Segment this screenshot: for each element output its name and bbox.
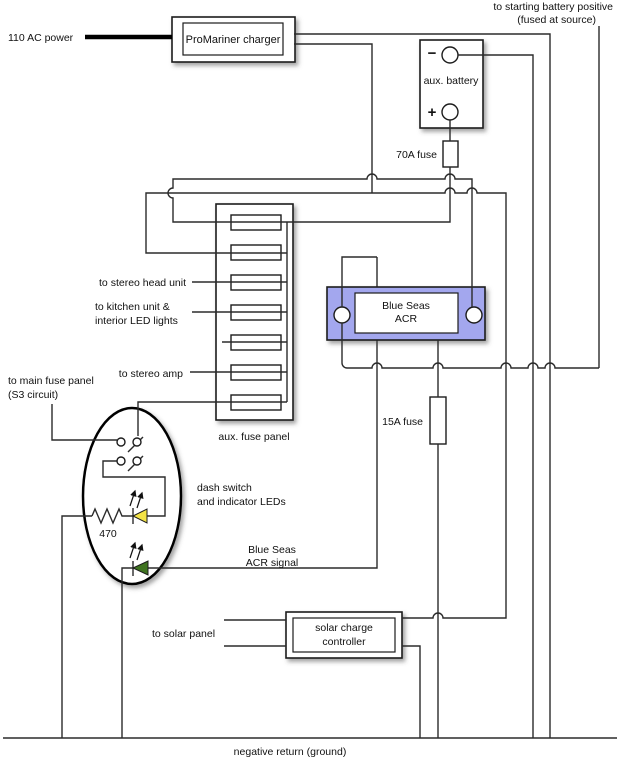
label-main-fuse-1: to main fuse panel	[8, 375, 94, 387]
label-solar-controller-1: solar charge	[315, 622, 373, 634]
dash-switch-body	[83, 408, 181, 584]
label-solar-panel: to solar panel	[152, 628, 216, 640]
solar-charge-controller	[286, 612, 402, 658]
switch2-left-contact	[117, 457, 125, 465]
switch1-right-contact	[133, 438, 141, 446]
label-starting-battery-2: (fused at source)	[517, 14, 596, 26]
label-kitchen-2: interior LED lights	[95, 315, 178, 327]
label-kitchen-1: to kitchen unit &	[95, 301, 170, 313]
charger-positive-wire	[294, 44, 372, 193]
battery-pos-terminal	[442, 104, 458, 120]
resistor-ground-wire	[62, 516, 92, 738]
green-led-ground-wire	[122, 568, 133, 738]
label-70a-fuse: 70A fuse	[396, 149, 437, 161]
label-resistor-value: 470	[99, 528, 117, 540]
solar-negative-wire	[402, 646, 420, 738]
fuse-15a	[430, 397, 446, 444]
label-aux-battery: aux. battery	[423, 75, 479, 87]
label-dash-switch-1: dash switch	[197, 482, 252, 494]
battery-plus-symbol: +	[427, 104, 437, 121]
label-15a-fuse: 15A fuse	[382, 416, 423, 428]
battery-minus-symbol: −	[427, 45, 437, 62]
label-starting-battery-1: to starting battery positive	[493, 1, 613, 13]
label-solar-controller-2: controller	[322, 636, 366, 648]
label-stereo-amp: to stereo amp	[118, 368, 183, 380]
label-ground: negative return (ground)	[233, 746, 347, 758]
label-charger: ProMariner charger	[185, 34, 281, 46]
label-main-fuse-2: (S3 circuit)	[8, 389, 59, 401]
label-acr-2: ACR	[394, 313, 418, 325]
switch2-right-contact	[133, 457, 141, 465]
label-stereo-head: to stereo head unit	[99, 277, 186, 289]
battery-negative-wire	[458, 55, 533, 738]
label-ac-power: 110 AC power	[8, 32, 74, 44]
acr-right-terminal	[466, 307, 482, 323]
battery-neg-terminal	[442, 47, 458, 63]
acr-left-terminal	[334, 307, 350, 323]
label-dash-switch-2: and indicator LEDs	[197, 496, 286, 508]
charger-bus2-wire	[146, 188, 506, 618]
fuse-70a	[443, 141, 458, 167]
label-aux-fuse-panel: aux. fuse panel	[218, 431, 290, 443]
label-acr-signal-1: Blue Seas	[248, 544, 296, 556]
label-acr-1: Blue Seas	[382, 300, 430, 312]
switch1-left-contact	[117, 438, 125, 446]
battery-feed-bus1-wire	[168, 167, 472, 307]
label-acr-signal-2: ACR signal	[245, 557, 299, 569]
